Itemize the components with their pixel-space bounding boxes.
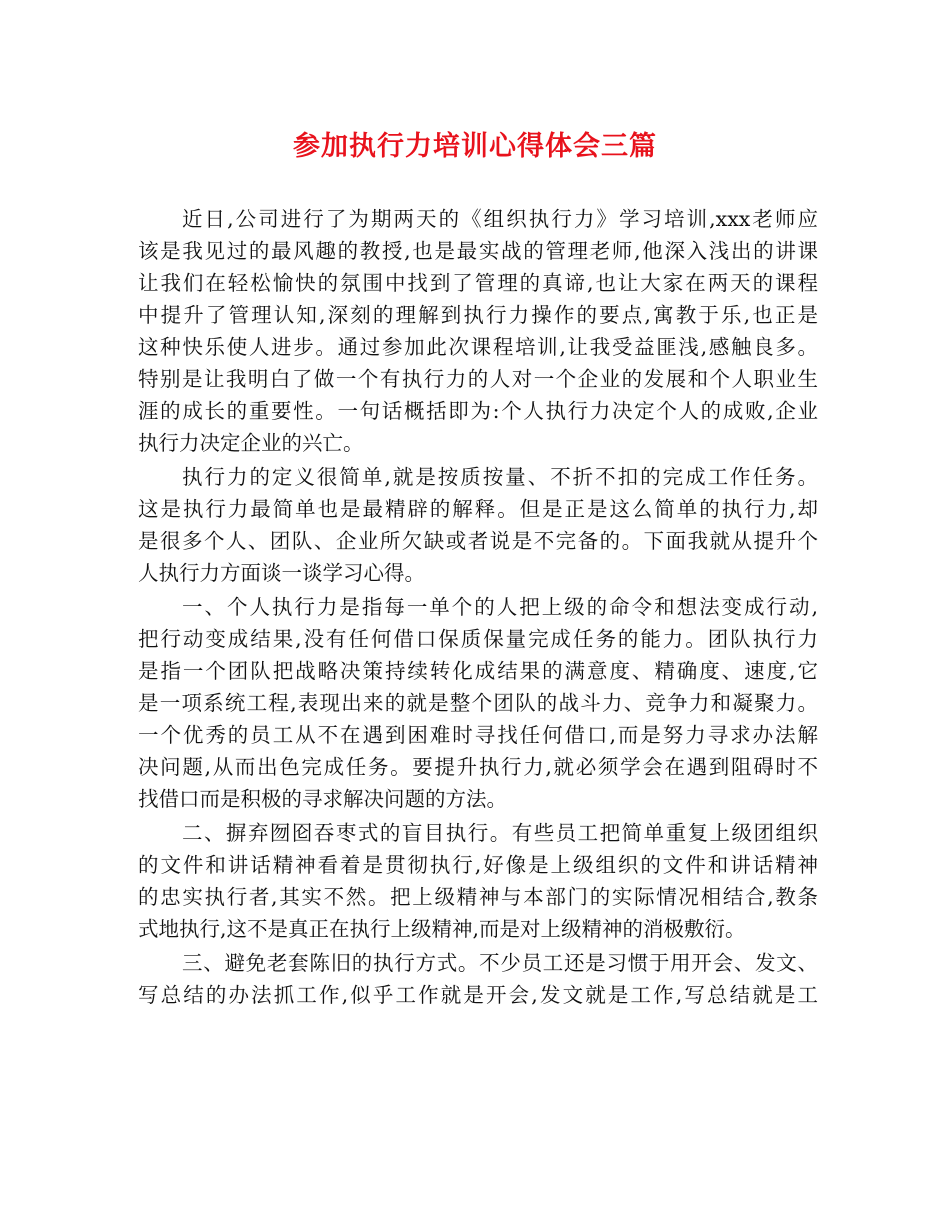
paragraph-line: 二、摒弃囫囵吞枣式的盲目执行。有些员工把简单重复上级团组织 [182,821,818,845]
paragraph-line: 执行力决定企业的兴亡。 [138,431,364,455]
paragraph-line: 一、个人执行力是指每一单个的人把上级的命令和想法变成行动, [182,595,818,619]
paragraph-line: 是很多个人、团队、企业所欠缺或者说是不完备的。下面我就从提升个 [138,529,818,553]
paragraph-line: 中提升了管理认知,深刻的理解到执行力操作的要点,寓教于乐,也正是 [138,303,818,327]
paragraph-line: 的忠实执行者,其实不然。把上级精神与本部门的实际情况相结合,教条 [138,885,818,909]
paragraph-line: 这种快乐使人进步。通过参加此次课程培训,让我受益匪浅,感触良多。 [138,335,818,359]
paragraph-line: 让我们在轻松愉快的氛围中找到了管理的真谛,也让大家在两天的课程 [138,271,818,295]
paragraph-line: 这是执行力最简单也是最精辟的解释。但是正是这么简单的执行力,却 [138,497,818,521]
paragraph-line: 执行力的定义很简单,就是按质按量、不折不扣的完成工作任务。 [182,465,818,489]
paragraph-line: 是指一个团队把战略决策持续转化成结果的满意度、精确度、速度,它 [138,659,818,683]
paragraph-line: 是一项系统工程,表现出来的就是整个团队的战斗力、竞争力和凝聚力。 [138,691,818,715]
paragraph-line: 三、避免老套陈旧的执行方式。不少员工还是习惯于用开会、发文、 [182,951,818,975]
paragraph-line: 式地执行,这不是真正在执行上级精神,而是对上级精神的消极敷衍。 [138,917,746,941]
paragraph-line: 涯的成长的重要性。一句话概括即为:个人执行力决定个人的成败,企业 [138,399,818,423]
paragraph-line: 决问题,从而出色完成任务。要提升执行力,就必须学会在遇到阻碍时不 [138,755,818,779]
document-title: 参加执行力培训心得体会三篇 [293,131,657,162]
paragraph-line: 把行动变成结果,没有任何借口保质保量完成任务的能力。团队执行力 [138,627,818,651]
paragraph-line: 特别是让我明白了做一个有执行力的人对一个企业的发展和个人职业生 [138,367,818,391]
paragraph-line: 写总结的办法抓工作,似乎工作就是开会,发文就是工作,写总结就是工 [138,983,818,1007]
paragraph-line: 该是我见过的最风趣的教授,也是最实战的管理老师,他深入浅出的讲课 [138,239,818,263]
paragraph-line: 近日,公司进行了为期两天的《组织执行力》学习培训,xxx老师应 [182,207,818,231]
paragraph-line: 人执行力方面谈一谈学习心得。 [138,561,425,585]
paragraph-line: 的文件和讲话精神看着是贯彻执行,好像是上级组织的文件和讲话精神 [138,853,818,877]
paragraph-line: 一个优秀的员工从不在遇到困难时寻找任何借口,而是努力寻求办法解 [138,723,818,747]
paragraph-line: 找借口而是积极的寻求解决问题的方法。 [138,787,507,811]
